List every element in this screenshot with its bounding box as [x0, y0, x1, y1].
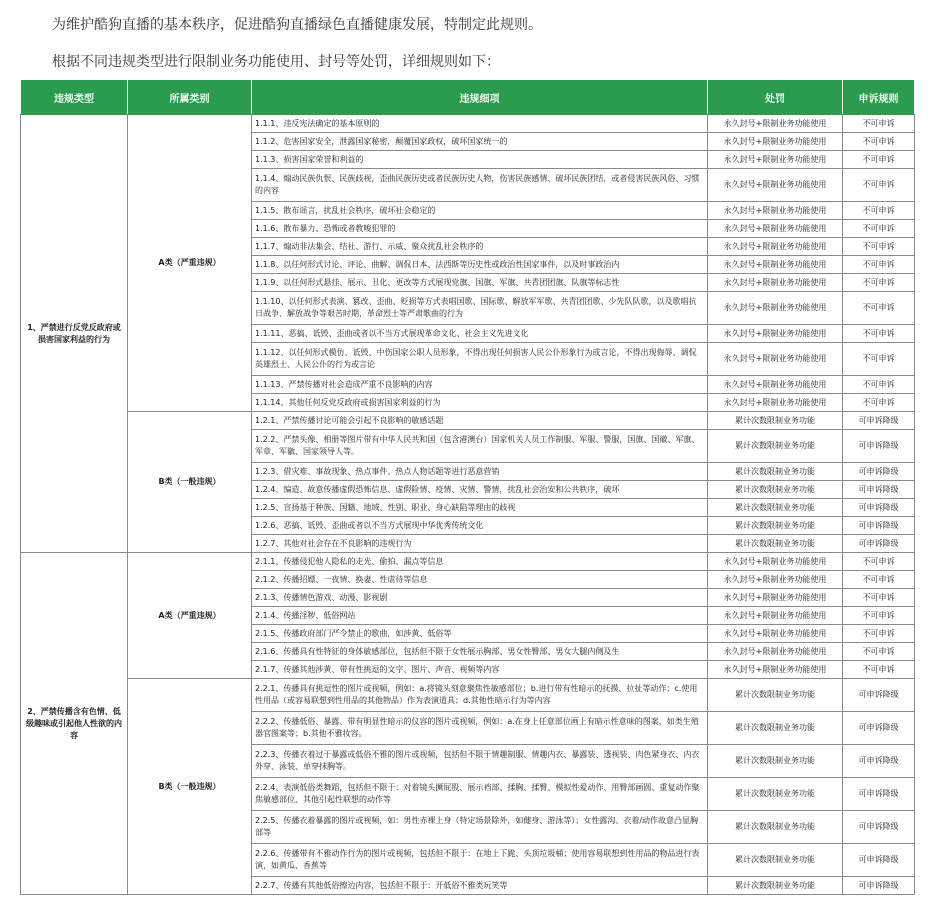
header-category: 所属类别: [128, 80, 252, 115]
penalty-cell: 永久封号+限制业务功能使用: [708, 169, 843, 202]
detail-cell: 2.1.2、传播招嫖、一夜情、换妻、性虐待等信息: [252, 571, 708, 589]
detail-cell: 1.2.4、编造、故意传播虚假恐怖信息、虚假险情、疫情、灾情、警情，扰乱社会治安和公共秩序，破坏: [252, 481, 708, 499]
appeal-cell: 可申诉降级: [843, 463, 915, 481]
appeal-cell: 不可申诉: [843, 625, 915, 643]
appeal-cell: 不可申诉: [843, 115, 915, 133]
penalty-cell: 永久封号+限制业务功能使用: [708, 625, 843, 643]
detail-cell: 1.2.5、宣扬基于种族、国籍、地域、性别、职业、身心缺陷等理由的歧视: [252, 499, 708, 517]
appeal-cell: 不可申诉: [843, 220, 915, 238]
appeal-cell: 不可申诉: [843, 292, 915, 325]
penalty-cell: 永久封号+限制业务功能使用: [708, 325, 843, 343]
table-body: [21, 115, 915, 895]
detail-cell: 1.2.7、其他对社会存在不良影响的违规行为: [252, 535, 708, 553]
category-cell: A类（严重违规）: [128, 553, 252, 679]
header-penalty: 处罚: [708, 80, 843, 115]
detail-cell: 1.2.1、严禁传播讨论可能会引起不良影响的敏感话题: [252, 412, 708, 430]
detail-cell: 2.1.3、传播情色游戏、动漫、影视剧: [252, 589, 708, 607]
table-row: [21, 679, 915, 712]
table-header-row: [21, 80, 915, 115]
penalty-cell: 永久封号+限制业务功能使用: [708, 256, 843, 274]
detail-cell: 1.1.9、以任何形式悬挂、展示、丑化、更改等方式展现党旗、国旗、军旗、共青团团旗、队旗等标志性: [252, 274, 708, 292]
appeal-cell: 可申诉降级: [843, 712, 915, 745]
table-row: [21, 553, 915, 571]
detail-cell: 1.1.8、以任何形式讨论、评论、曲解、调侃日本、法西斯等历史性或政治性国家事件，以及时事政治内: [252, 256, 708, 274]
appeal-cell: 可申诉降级: [843, 412, 915, 430]
detail-cell: 2.1.7、传播其他涉黄、带有性挑逗的文字、图片、声音、视频等内容: [252, 661, 708, 679]
penalty-cell: 永久封号+限制业务功能使用: [708, 151, 843, 169]
appeal-cell: 可申诉降级: [843, 499, 915, 517]
penalty-cell: 累计次数限制业务功能: [708, 430, 843, 463]
penalty-cell: 永久封号+限制业务功能使用: [708, 274, 843, 292]
intro-line-2: 根据不同违规类型进行限制业务功能使用、封号等处罚，详细规则如下：: [52, 54, 500, 70]
appeal-cell: 不可申诉: [843, 589, 915, 607]
appeal-cell: 不可申诉: [843, 571, 915, 589]
appeal-cell: 可申诉降级: [843, 745, 915, 778]
appeal-cell: 不可申诉: [843, 394, 915, 412]
penalty-cell: 累计次数限制业务功能: [708, 712, 843, 745]
detail-cell: 2.2.1、传播具有挑逗性的图片或视频，例如：a.将镜头刻意聚焦性敏感部位；b.进行带有性暗示的抚摸、拉扯等动作；c.使用性用品（或容易联想到性用品的其他物品）作为表演道具；d.其他性暗示行为等内容: [252, 679, 708, 712]
penalty-cell: 累计次数限制业务功能: [708, 811, 843, 844]
appeal-cell: 不可申诉: [843, 661, 915, 679]
table-row: [21, 115, 915, 133]
header-appeal: 申诉规则: [843, 80, 915, 115]
penalty-cell: 永久封号+限制业务功能使用: [708, 115, 843, 133]
detail-cell: 2.2.3、传播衣着过于暴露或低俗不雅的图片或视频，包括但不限于情趣制服、情趣内衣、暴露装、透视装、肉色紧身衣、内衣外穿、泳装、单穿抹胸等。: [252, 745, 708, 778]
detail-cell: 1.1.13、严禁传播对社会造成严重不良影响的内容: [252, 376, 708, 394]
category-cell: B类（一般违规）: [128, 679, 252, 895]
detail-cell: 1.2.6、恶搞、诋毁、歪曲或者以不当方式展现中华优秀传统文化: [252, 517, 708, 535]
header-violation-type: 违规类型: [21, 80, 128, 115]
detail-cell: 1.1.4、煽动民族仇恨、民族歧视，歪曲民族历史或者民族历史人物，伤害民族感情、破坏民族团结，或者侵害民族风俗、习惯的内容: [252, 169, 708, 202]
detail-cell: 2.2.5、传播衣着暴露的图片或视频，如：男性赤裸上身（特定场景除外，如健身、游泳等）；女性露沟、衣着/动作故意凸显胸部等: [252, 811, 708, 844]
violation-type-cell: 1、严禁进行反党反政府或损害国家利益的行为: [21, 115, 128, 553]
appeal-cell: 不可申诉: [843, 643, 915, 661]
penalty-cell: 永久封号+限制业务功能使用: [708, 376, 843, 394]
detail-cell: 1.1.1、违反宪法确定的基本原则的: [252, 115, 708, 133]
penalty-cell: 永久封号+限制业务功能使用: [708, 343, 843, 376]
header-detail: 违规细项: [252, 80, 708, 115]
penalty-cell: 永久封号+限制业务功能使用: [708, 292, 843, 325]
appeal-cell: 可申诉降级: [843, 517, 915, 535]
penalty-cell: 累计次数限制业务功能: [708, 535, 843, 553]
penalty-cell: 累计次数限制业务功能: [708, 745, 843, 778]
rules-table: [20, 79, 915, 895]
penalty-cell: 永久封号+限制业务功能使用: [708, 133, 843, 151]
appeal-cell: 不可申诉: [843, 553, 915, 571]
detail-cell: 1.2.3、借灾难、事故现象、热点事件、热点人物话题等进行恶意营销: [252, 463, 708, 481]
appeal-cell: 不可申诉: [843, 202, 915, 220]
detail-cell: 1.2.2、严禁头像、相册等图片带有中华人民共和国（包含港澳台）国家机关人员工作制服、军服、警服，国旗、国徽、军旗、军章、军徽、国家领导人等。: [252, 430, 708, 463]
detail-cell: 1.1.7、煽动非法集会、结社、游行、示威、聚众扰乱社会秩序的: [252, 238, 708, 256]
penalty-cell: 永久封号+限制业务功能使用: [708, 571, 843, 589]
appeal-cell: 可申诉降级: [843, 877, 915, 895]
penalty-cell: 永久封号+限制业务功能使用: [708, 220, 843, 238]
detail-cell: 2.2.4、表演低俗类舞蹈，包括但不限于：对着镜头撅屁股、展示裆部、揉胸、揉臀、模拟性爱动作、用臀部画圆、重复动作聚焦敏感部位、其他引起性联想的动作等: [252, 778, 708, 811]
penalty-cell: 累计次数限制业务功能: [708, 481, 843, 499]
penalty-cell: 永久封号+限制业务功能使用: [708, 589, 843, 607]
appeal-cell: 可申诉降级: [843, 535, 915, 553]
detail-cell: 2.1.6、传播具有性特征的身体敏感部位，包括但不限于女性展示胸部、男女性臀部、男女大腿内侧及生: [252, 643, 708, 661]
appeal-cell: 不可申诉: [843, 376, 915, 394]
table-row: [21, 412, 915, 430]
intro-line-1: 为维护酷狗直播的基本秩序，促进酷狗直播绿色直播健康发展，特制定此规则。: [52, 17, 542, 33]
detail-cell: 1.1.10、以任何形式表演、篡改、歪曲、贬损等方式表唱国歌、国际歌、解放军军歌、共青团团歌、少先队队歌，以及歌唱抗日战争、解放战争等艰苦时期，革命烈士等严肃歌曲的行为: [252, 292, 708, 325]
appeal-cell: 可申诉降级: [843, 481, 915, 499]
detail-cell: 2.1.4、传播淫秽、低俗网站: [252, 607, 708, 625]
appeal-cell: 不可申诉: [843, 169, 915, 202]
detail-cell: 1.1.11、恶搞、诋毁、歪曲或者以不当方式展现革命文化、社会主义先进文化: [252, 325, 708, 343]
appeal-cell: 不可申诉: [843, 238, 915, 256]
detail-cell: 1.1.3、损害国家荣誉和利益的: [252, 151, 708, 169]
appeal-cell: 不可申诉: [843, 151, 915, 169]
detail-cell: 2.2.6、传播带有不雅动作行为的图片或视频，包括但不限于：在地上下跪、头顶垃圾桶；使用容易联想到性用品的物品进行表演，如黄瓜、香蕉等: [252, 844, 708, 877]
detail-cell: 1.1.2、危害国家安全，泄露国家秘密，颠覆国家政权，破坏国家统一的: [252, 133, 708, 151]
penalty-cell: 永久封号+限制业务功能使用: [708, 661, 843, 679]
detail-cell: 1.1.6、散布暴力、恐怖或者教唆犯罪的: [252, 220, 708, 238]
detail-cell: 2.1.1、传播侵犯他人隐私的走光、偷拍、漏点等信息: [252, 553, 708, 571]
penalty-cell: 累计次数限制业务功能: [708, 463, 843, 481]
penalty-cell: 累计次数限制业务功能: [708, 499, 843, 517]
penalty-cell: 永久封号+限制业务功能使用: [708, 553, 843, 571]
appeal-cell: 可申诉降级: [843, 778, 915, 811]
penalty-cell: 累计次数限制业务功能: [708, 877, 843, 895]
detail-cell: 1.1.12、以任何形式模仿、诋毁、中伤国家公职人员形象，不得出现任何损害人民公仆形象行为或言论，不得出现侮辱、调侃英雄烈士、人民公仆的行为或言论: [252, 343, 708, 376]
detail-cell: 2.2.2、传播低俗、暴露、带有明显性暗示的仪容的图片或视频，例如：a.在身上任意部位画上有暗示性意味的图案，如类生殖器官图案等；b.其他不雅妆容。: [252, 712, 708, 745]
category-cell: B类（一般违规）: [128, 412, 252, 553]
detail-cell: 2.2.7、传播有其他低俗擦边内容，包括但不限于：开低俗不雅类玩笑等: [252, 877, 708, 895]
appeal-cell: 可申诉降级: [843, 430, 915, 463]
penalty-cell: 永久封号+限制业务功能使用: [708, 238, 843, 256]
appeal-cell: 可申诉降级: [843, 679, 915, 712]
detail-cell: 2.1.5、传播政府部门严令禁止的歌曲，如涉黄、低俗等: [252, 625, 708, 643]
penalty-cell: 永久封号+限制业务功能使用: [708, 643, 843, 661]
penalty-cell: 累计次数限制业务功能: [708, 679, 843, 712]
penalty-cell: 永久封号+限制业务功能使用: [708, 607, 843, 625]
appeal-cell: 可申诉降级: [843, 844, 915, 877]
appeal-cell: 不可申诉: [843, 325, 915, 343]
appeal-cell: 不可申诉: [843, 607, 915, 625]
detail-cell: 1.1.14、其他任何反党反政府或损害国家利益的行为: [252, 394, 708, 412]
appeal-cell: 可申诉降级: [843, 811, 915, 844]
penalty-cell: 累计次数限制业务功能: [708, 844, 843, 877]
appeal-cell: 不可申诉: [843, 133, 915, 151]
appeal-cell: 不可申诉: [843, 274, 915, 292]
penalty-cell: 累计次数限制业务功能: [708, 517, 843, 535]
penalty-cell: 永久封号+限制业务功能使用: [708, 202, 843, 220]
appeal-cell: 不可申诉: [843, 343, 915, 376]
detail-cell: 1.1.5、散布谣言，扰乱社会秩序，破坏社会稳定的: [252, 202, 708, 220]
appeal-cell: 不可申诉: [843, 256, 915, 274]
violation-type-cell: 2、严禁传播含有色情、低级趣味或引起他人性欲的内容: [21, 553, 128, 895]
penalty-cell: 累计次数限制业务功能: [708, 778, 843, 811]
penalty-cell: 累计次数限制业务功能: [708, 412, 843, 430]
category-cell: A类（严重违规）: [128, 115, 252, 412]
penalty-cell: 永久封号+限制业务功能使用: [708, 394, 843, 412]
